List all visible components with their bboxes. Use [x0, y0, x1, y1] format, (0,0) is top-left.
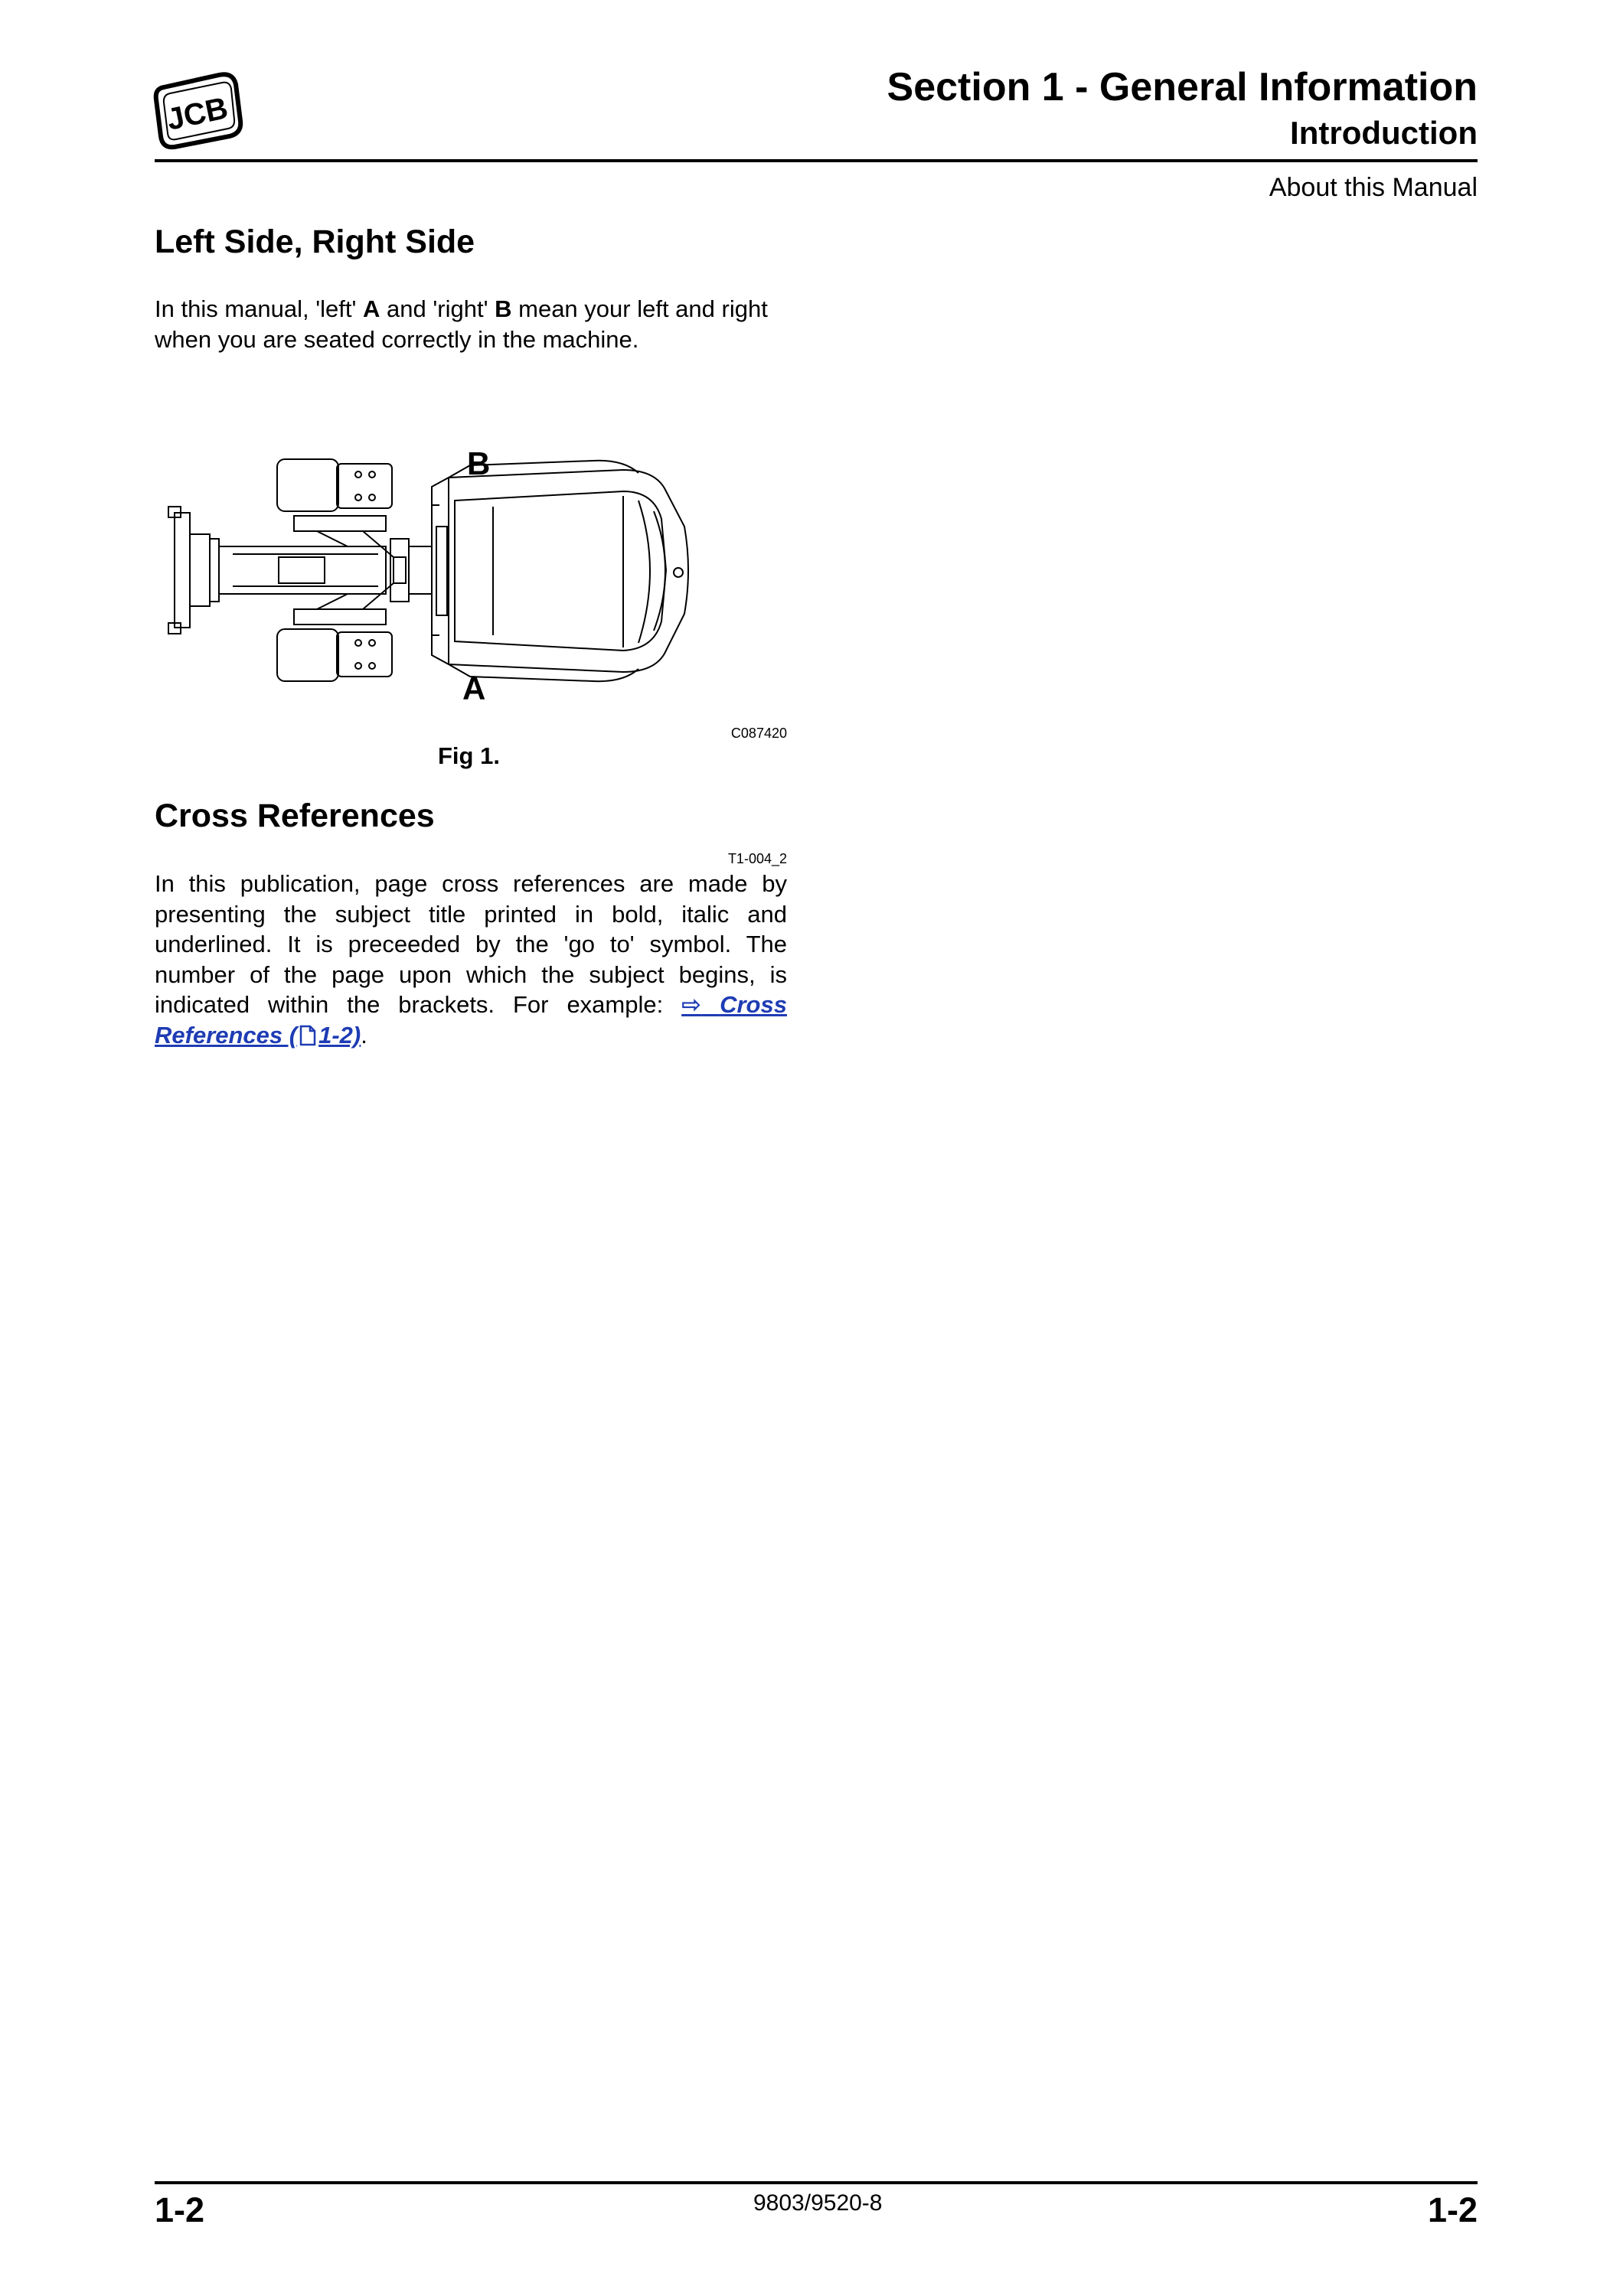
document-number: 9803/9520-8	[753, 2190, 883, 2216]
paragraph-text: and 'right'	[380, 295, 495, 322]
image-code: C087420	[730, 726, 787, 741]
page-icon	[299, 1025, 317, 1046]
header-rule	[155, 159, 1478, 162]
cross-references-paragraph	[155, 869, 787, 1050]
callout-a: A	[462, 670, 486, 706]
chapter-title: Introduction	[1290, 115, 1478, 151]
link-title: Cross References (	[155, 991, 787, 1049]
label-a: A	[363, 295, 380, 322]
go-to-arrow-icon: ⇨	[681, 991, 702, 1018]
page-number-left: 1-2	[155, 2190, 205, 2229]
footer-rule	[155, 2181, 1478, 2184]
page-number-right: 1-2	[1427, 2190, 1478, 2229]
svg-text:JCB: JCB	[164, 91, 231, 137]
paragraph-end: .	[361, 1021, 367, 1049]
left-right-paragraph	[155, 294, 787, 354]
reference-code: T1-004_2	[727, 851, 787, 866]
figure-caption: Fig 1.	[438, 742, 500, 769]
jcb-logo	[153, 70, 243, 150]
paragraph-text: In this manual, 'left'	[155, 295, 364, 322]
section-title: Section 1 - General Information	[887, 65, 1478, 109]
cross-references-heading: Cross References	[155, 797, 435, 834]
callout-b: B	[467, 445, 491, 481]
paragraph-text: In this publication, page cross references are made by presenting the subject title printed in bold, italic and underlined. It is preceeded by the 'go to' symbol. The number of the page upon which the subject begins, is indicated within the brackets. For example:	[155, 870, 787, 1018]
link-page: 1-2)	[318, 1021, 361, 1049]
topic-title: About this Manual	[1269, 173, 1478, 202]
left-right-heading: Left Side, Right Side	[155, 223, 475, 260]
paragraph-text: mean your left and right when you are seated correctly in the machine.	[155, 295, 768, 353]
label-b: B	[495, 295, 512, 322]
